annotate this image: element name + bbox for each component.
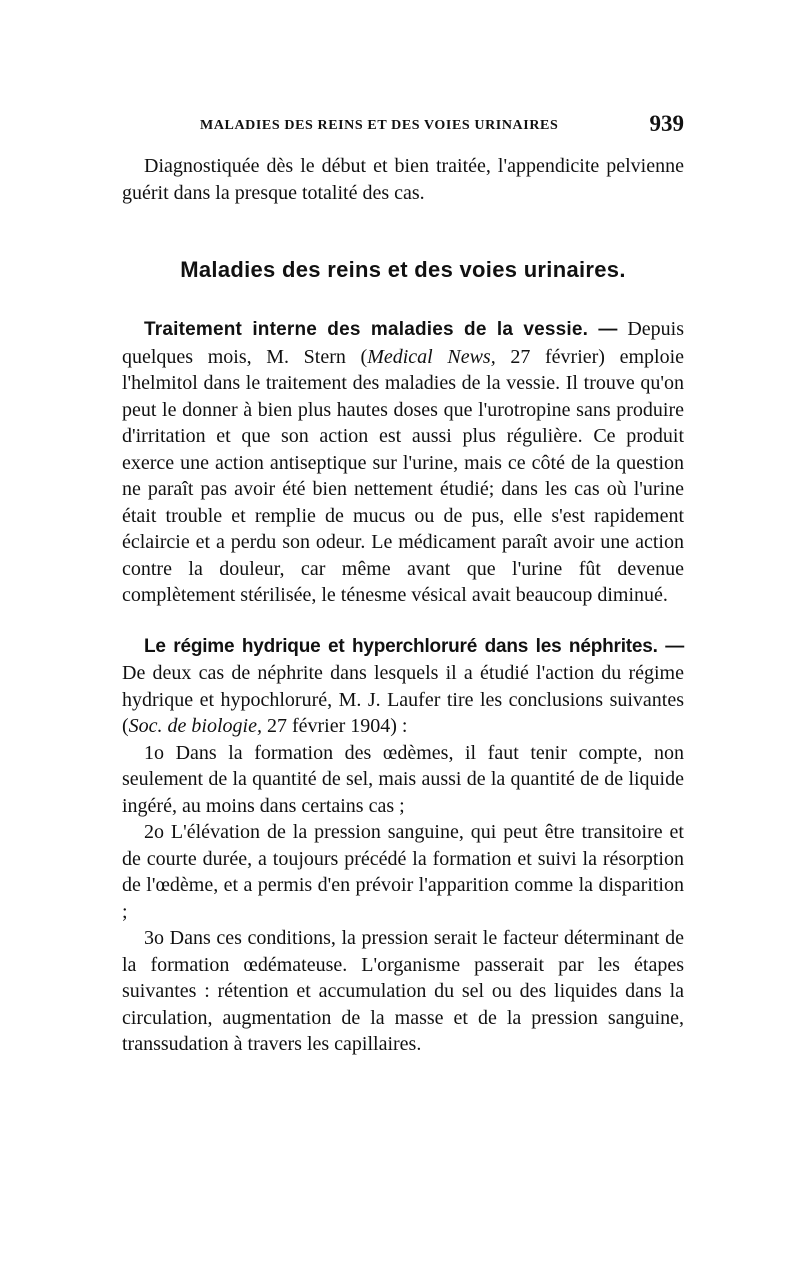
- running-title: MALADIES DES REINS ET DES VOIES URINAIRES: [200, 118, 559, 133]
- article-nephrites: [122, 633, 684, 740]
- running-header: [122, 108, 684, 138]
- book-page: [122, 108, 684, 1058]
- article-vessie-text-a: Depuis quelques mois, M. Stern (: [122, 318, 685, 368]
- article-vessie-heading: Traitement interne des maladies de la vessie. —: [144, 319, 618, 340]
- article-vessie-text-b: 27 février) emploie l'helmitol dans le traitement des maladies de la vessie. Il trouve qu'on peut le donner à bien plus hautes doses que l'urotropine sans produire d'irritation et que son action est aussi plus régulière. Ce produit exerce une action antiseptique sur l'urine, mais ce côté de la question ne paraît pas avoir été bien nettement étudié; dans les cas où l'urine était trouble et remplie de mucus ou de pus, elle s'est rapidement éclaircie et a perdu son odeur. Le médicament paraît avoir une action contre la douleur, car même avant que l'urine fût devenue complètement stérilisée, le ténesme vésical avait beaucoup diminué.: [122, 345, 685, 606]
- article-nephrites-text-a: De deux cas de néphrite dans lesquels il a étudié l'action du régime hydrique et hypochloruré, M. J. Laufer tire les conclusions suivantes (: [122, 662, 684, 737]
- intro-paragraph: Diagnostiquée dès le début et bien traitée, l'appendicite pelvienne guérit dans la presque totalité des cas.: [122, 155, 684, 204]
- article-nephrites-heading: Le régime hydrique et hyperchloruré dans les néphrites. —: [144, 635, 684, 657]
- conclusion-item-3: 3o Dans ces conditions, la pression serait le facteur déterminant de la formation œdémateuse. L'organisme passerait par les étapes suivantes : rétention et accumulation du sel ou des liquides dans la circulation, augmentation de la masse et de la pression sanguine, transsudation à travers les capillaires.: [122, 927, 684, 1055]
- conclusion-item-1: 1o Dans la formation des œdèmes, il faut tenir compte, non seulement de la quantité de sel, mais aussi de la quantité de de liquide ingéré, au moins dans certains cas ;: [122, 741, 684, 817]
- section-title: Maladies des reins et des voies urinaires.: [180, 257, 626, 282]
- article-nephrites-text-b: 27 février 1904) :: [261, 715, 408, 737]
- article-nephrites-citation: Soc. de biologie,: [128, 715, 262, 737]
- article-vessie: [122, 316, 684, 609]
- article-vessie-citation: Medical News,: [367, 345, 496, 368]
- page-number: 939: [649, 111, 684, 136]
- conclusion-item-2: 2o L'élévation de la pression sanguine, qui peut être transitoire et de courte durée, a toujours précédé la formation et suivi la résorption de l'œdème, et a permis d'en prévoir l'apparition comme la disparition ;: [122, 821, 684, 923]
